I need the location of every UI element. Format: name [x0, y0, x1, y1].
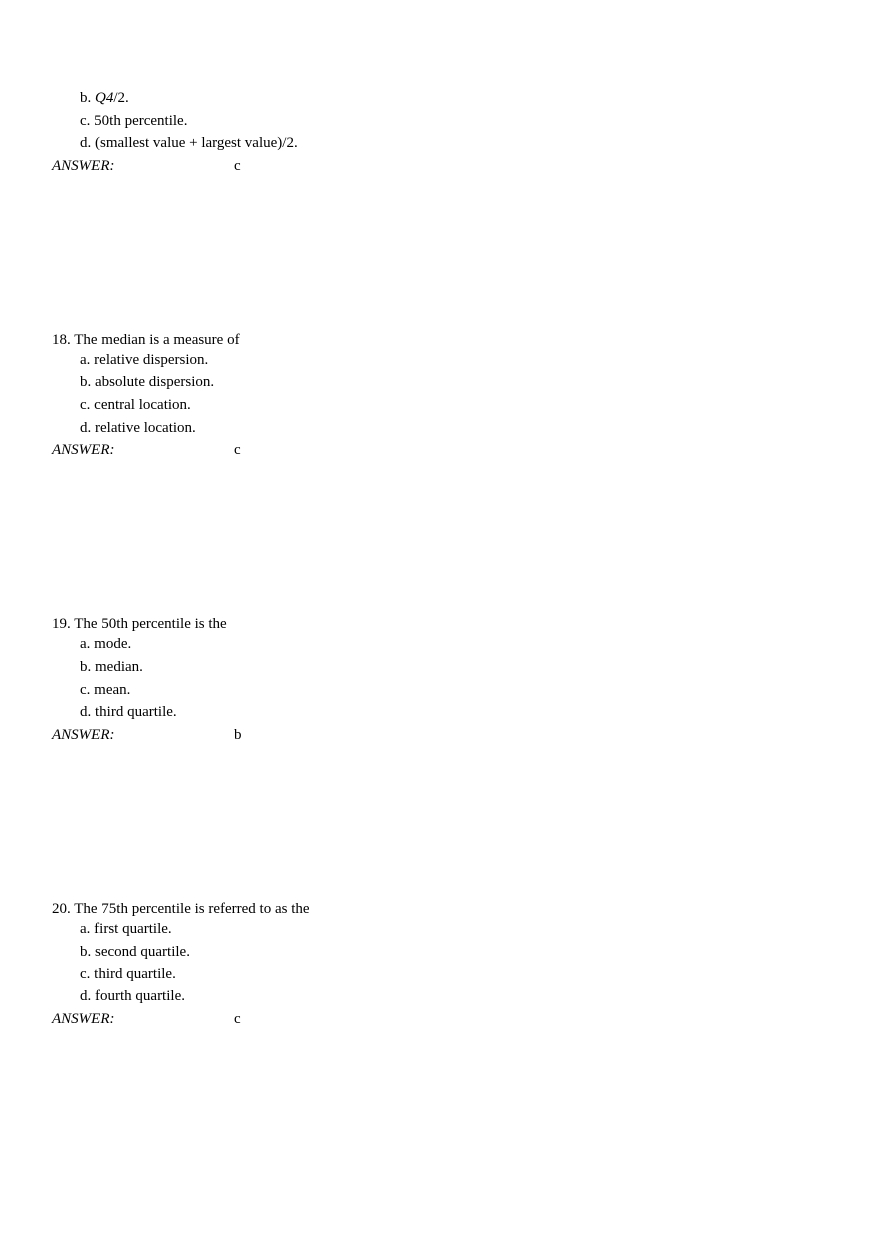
q17-answer-label: ANSWER:	[52, 158, 115, 174]
option-text: third quartile.	[94, 966, 176, 982]
option-letter: b.	[80, 90, 92, 106]
option-letter: b.	[80, 944, 92, 960]
option-text-italic: Q4	[95, 90, 114, 106]
q18-option-c	[80, 396, 191, 414]
option-text: third quartile.	[95, 704, 177, 720]
q17-option-d	[80, 134, 298, 152]
option-letter: b.	[80, 659, 92, 675]
q18-option-b	[80, 373, 214, 391]
option-text: second quartile.	[95, 944, 190, 960]
option-text: fourth quartile.	[95, 988, 185, 1004]
q19-option-b	[80, 658, 143, 676]
option-letter: a.	[80, 636, 91, 652]
q20-option-b	[80, 943, 190, 961]
q19-stem: 19. The 50th percentile is the	[52, 616, 227, 632]
option-letter: d.	[80, 135, 92, 151]
option-letter: c.	[80, 113, 91, 129]
q19-option-d	[80, 703, 177, 721]
option-letter: a.	[80, 352, 91, 368]
q18-option-d	[80, 419, 196, 437]
q20-answer-value: c	[234, 1011, 241, 1027]
option-text: (smallest value + largest value)/2.	[95, 135, 298, 151]
option-letter: c.	[80, 682, 91, 698]
option-letter: d.	[80, 420, 92, 436]
q20-answer-label: ANSWER:	[52, 1011, 115, 1027]
q18-answer-value: c	[234, 442, 241, 458]
option-text: first quartile.	[94, 921, 172, 937]
q19-answer-value: b	[234, 727, 242, 743]
option-text: median.	[95, 659, 143, 675]
q18-option-a	[80, 351, 208, 369]
q17-answer-value: c	[234, 158, 241, 174]
q18-answer-label: ANSWER:	[52, 442, 115, 458]
q19-option-c	[80, 681, 130, 699]
q20-stem: 20. The 75th percentile is referred to as the	[52, 901, 310, 917]
q19-answer-label: ANSWER:	[52, 727, 115, 743]
option-text: mode.	[94, 636, 132, 652]
q18-stem: 18. The median is a measure of	[52, 332, 240, 348]
q19-option-a	[80, 635, 131, 653]
option-text: absolute dispersion.	[95, 374, 215, 390]
option-letter: b.	[80, 374, 92, 390]
option-text: 50th percentile.	[94, 113, 188, 129]
option-text: mean.	[94, 682, 131, 698]
option-letter: d.	[80, 704, 92, 720]
option-text: central location.	[94, 397, 191, 413]
option-text: relative dispersion.	[94, 352, 209, 368]
option-letter: d.	[80, 988, 92, 1004]
q20-option-a	[80, 920, 172, 938]
q20-option-c	[80, 965, 176, 983]
option-letter: a.	[80, 921, 91, 937]
q20-option-d	[80, 987, 185, 1005]
option-text: /2.	[113, 90, 129, 106]
option-letter: c.	[80, 966, 91, 982]
q17-option-b	[80, 89, 129, 107]
option-text: relative location.	[95, 420, 196, 436]
q17-option-c	[80, 112, 187, 130]
option-letter: c.	[80, 397, 91, 413]
